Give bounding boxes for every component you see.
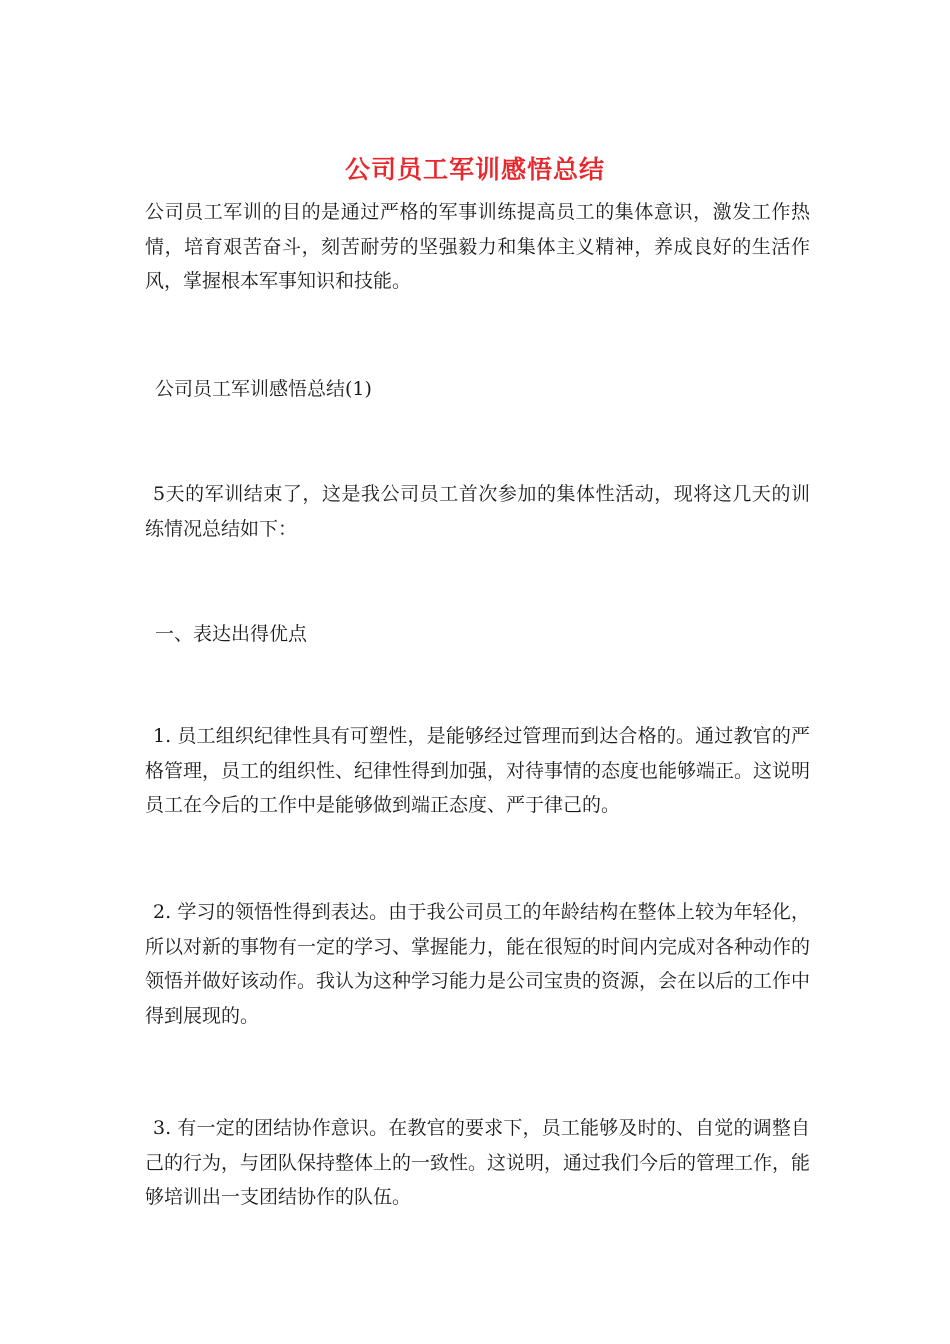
document-title: 公司员工军训感悟总结 bbox=[344, 155, 605, 184]
list-item: 1. 员工组织纪律性具有可塑性，是能够经过管理而到达合格的。通过教官的严格管理，员工的组织性、纪律性得到加强，对待事情的态度也能够端正。这说明员工在今后的工作中是能够做到端正态度、严于律己的。 bbox=[145, 725, 811, 816]
list-item: 3. 有一定的团结协作意识。在教官的要求下，员工能够及时的、自觉的调整自己的行为，与团队保持整体上的一致性。这说明，通过我们今后的管理工作，能够培训出一支团结协作的队伍。 bbox=[145, 1117, 811, 1208]
section-subtitle: 公司员工军训感悟总结(1) bbox=[155, 378, 372, 400]
intro-paragraph: 公司员工军训的目的是通过严格的军事训练提高员工的集体意识，激发工作热情，培育艰苦奋斗，刻苦耐劳的坚强毅力和集体主义精神，养成良好的生活作风，掌握根本军事知识和技能。 bbox=[145, 201, 810, 292]
opening-paragraph: 5天的军训结束了，这是我公司员工首次参加的集体性活动，现将这几天的训练情况总结如下： bbox=[145, 483, 810, 540]
section-heading: 一、表达出得优点 bbox=[155, 623, 308, 645]
list-item: 2. 学习的领悟性得到表达。由于我公司员工的年龄结构在整体上较为年轻化，所以对新的事物有一定的学习、掌握能力，能在很短的时间内完成对各种动作的领悟并做好该动作。我认为这种学习能力是公司宝贵的资源，会在以后的工作中得到展现的。 bbox=[145, 901, 811, 1027]
